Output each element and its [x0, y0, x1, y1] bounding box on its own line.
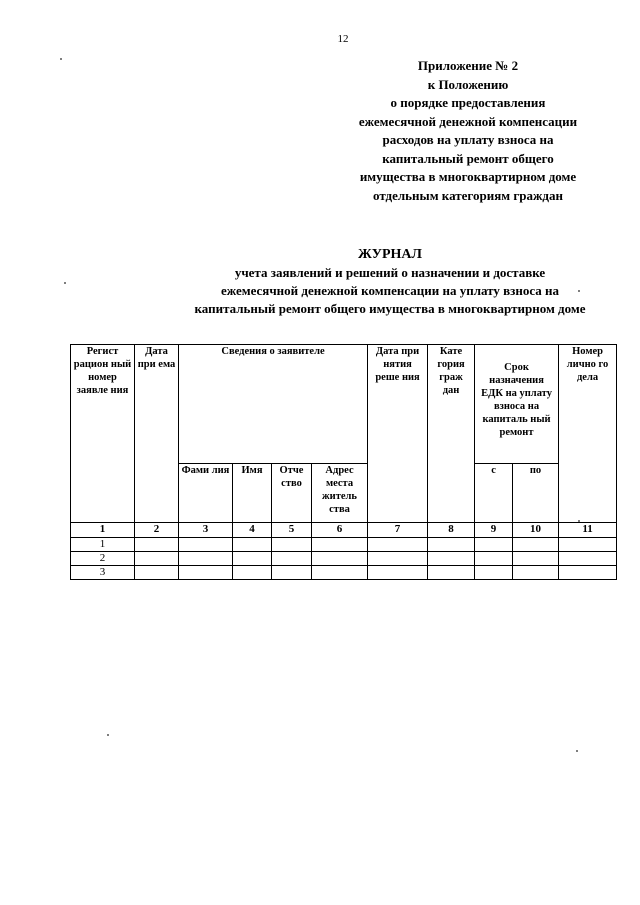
- row-number: 2: [71, 552, 135, 566]
- row-number: 1: [71, 538, 135, 552]
- header-applicant-info: Сведения о заявителе: [179, 345, 368, 464]
- appendix-line: к Положению: [427, 76, 509, 92]
- register-table: [70, 344, 617, 580]
- table-cell: [428, 552, 475, 566]
- column-number: 7: [368, 523, 428, 538]
- table-cell: [233, 566, 272, 580]
- table-cell: [559, 566, 617, 580]
- table-cell: [179, 552, 233, 566]
- table-cell: [513, 552, 559, 566]
- appendix-heading: [318, 57, 618, 205]
- table-cell: [272, 552, 312, 566]
- header-period: Срок назначения ЕДК на уплату взноса на капиталь ный ремонт: [475, 345, 559, 464]
- table-cell: [233, 538, 272, 552]
- column-number: 1: [71, 523, 135, 538]
- appendix-line: Приложение № 2: [417, 58, 519, 73]
- table-row: [71, 552, 617, 566]
- table-cell: [179, 538, 233, 552]
- table-cell: [475, 552, 513, 566]
- table-cell: [179, 566, 233, 580]
- table-cell: [475, 538, 513, 552]
- scan-speck: [60, 58, 62, 60]
- journal-subtitle-line: ежемесячной денежной компенсации на уплату взноса на: [220, 283, 560, 298]
- column-number: 4: [233, 523, 272, 538]
- scan-speck: [64, 282, 66, 284]
- column-number: 10: [513, 523, 559, 538]
- column-number: 11: [559, 523, 617, 538]
- table-cell: [312, 538, 368, 552]
- table-row: [71, 538, 617, 552]
- scan-speck: [107, 734, 109, 736]
- column-number: 2: [135, 523, 179, 538]
- table-cell: [428, 566, 475, 580]
- appendix-line: расходов на уплату взноса на: [382, 132, 554, 147]
- table-cell: [513, 566, 559, 580]
- journal-subtitle-line: капитальный ремонт общего имущества в многоквартирном доме: [194, 301, 586, 316]
- table-row: [71, 566, 617, 580]
- table-cell: [135, 552, 179, 566]
- scan-speck: [578, 290, 580, 292]
- table-cell: [312, 566, 368, 580]
- header-date-received: Дата при ема: [135, 345, 179, 523]
- table-cell: [428, 538, 475, 552]
- column-number: 5: [272, 523, 312, 538]
- appendix-line: имущества в многоквартирном доме: [359, 169, 577, 184]
- journal-title: ЖУРНАЛ: [358, 247, 422, 262]
- column-number: 9: [475, 523, 513, 538]
- table-cell: [475, 566, 513, 580]
- header-file-number: Номер лично го дела: [559, 345, 617, 523]
- column-number: 6: [312, 523, 368, 538]
- header-reg-number: Регист рацион ный номер заявле ния: [71, 345, 135, 523]
- table-cell: [233, 552, 272, 566]
- subheader-patronymic: Отче ство: [272, 464, 312, 523]
- table-cell: [272, 538, 312, 552]
- table-cell: [513, 538, 559, 552]
- column-number: 8: [428, 523, 475, 538]
- table-cell: [559, 538, 617, 552]
- table-cell: [559, 552, 617, 566]
- table-cell: [312, 552, 368, 566]
- table-cell: [368, 552, 428, 566]
- table-cell: [368, 538, 428, 552]
- appendix-line: ежемесячной денежной компенсации: [358, 113, 578, 129]
- table-cell: [135, 538, 179, 552]
- journal-subtitle-line: учета заявлений и решений о назначении и доставке: [234, 265, 546, 280]
- appendix-line: отдельным категориям граждан: [373, 187, 563, 203]
- page-number: 12: [337, 33, 349, 45]
- subheader-to: по: [513, 464, 559, 523]
- journal-heading: [60, 246, 640, 318]
- table-cell: [272, 566, 312, 580]
- appendix-line: о порядке предоставления: [390, 95, 546, 110]
- scan-speck: [576, 750, 578, 752]
- table-cell: [135, 566, 179, 580]
- table-cell: [368, 566, 428, 580]
- appendix-line: капитальный ремонт общего: [382, 150, 554, 166]
- subheader-surname: Фами лия: [179, 464, 233, 523]
- header-category: Кате гория граж дан: [428, 345, 475, 523]
- subheader-from: с: [475, 464, 513, 523]
- subheader-name: Имя: [233, 464, 272, 523]
- subheader-address: Адрес места житель ства: [312, 464, 368, 523]
- row-number: 3: [71, 566, 135, 580]
- column-number: 3: [179, 523, 233, 538]
- header-decision-date: Дата при нятия реше ния: [368, 345, 428, 523]
